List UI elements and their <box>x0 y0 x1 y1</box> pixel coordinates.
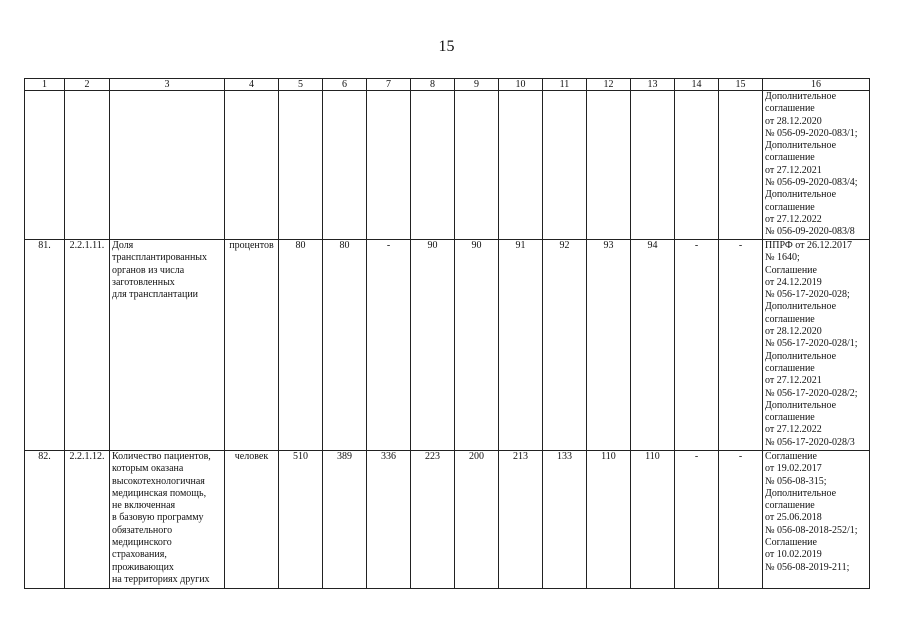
col-header-9: 9 <box>455 79 499 91</box>
value-cell: 110 <box>587 451 631 589</box>
table-row <box>25 451 870 589</box>
col-header-14: 14 <box>675 79 719 91</box>
basis-cell: Дополнительное соглашение от 28.12.2020 № 056-09-2020-083/1; Дополнительное соглашение от 27.12.2021 № 056-09-2020-083/4; Дополнительное соглашение от 27.12.2022 № 056-09-2020-083/8 <box>763 91 870 240</box>
row-code: 2.2.1.12. <box>65 451 110 589</box>
unit-cell: процентов <box>225 240 279 451</box>
unit-cell: человек <box>225 451 279 589</box>
value-cell: 92 <box>543 240 587 451</box>
col-header-10: 10 <box>499 79 543 91</box>
value-cell: 90 <box>411 240 455 451</box>
value-cell: - <box>675 240 719 451</box>
row-code: 2.2.1.11. <box>65 240 110 451</box>
value-cell: 91 <box>499 240 543 451</box>
value-cell: 213 <box>499 451 543 589</box>
table-cell <box>279 91 323 240</box>
value-cell: - <box>719 451 763 589</box>
col-header-8: 8 <box>411 79 455 91</box>
value-cell: 200 <box>455 451 499 589</box>
value-cell: - <box>367 240 411 451</box>
table-cell <box>719 91 763 240</box>
table-cell <box>65 91 110 240</box>
table-row-continuation <box>25 91 870 240</box>
col-header-5: 5 <box>279 79 323 91</box>
page-number: 15 <box>438 38 455 55</box>
table-cell <box>631 91 675 240</box>
table-row <box>25 240 870 451</box>
value-cell: 336 <box>367 451 411 589</box>
col-header-6: 6 <box>323 79 367 91</box>
value-cell: 80 <box>279 240 323 451</box>
table-cell <box>110 91 225 240</box>
value-cell: 110 <box>631 451 675 589</box>
table-cell <box>25 91 65 240</box>
value-cell: 510 <box>279 451 323 589</box>
basis-cell: ППРФ от 26.12.2017 № 1640; Соглашение от 24.12.2019 № 056-17-2020-028; Дополнительное соглашение от 28.12.2020 № 056-17-2020-028/1; Дополнительное соглашение от 27.12.2021 № 056-17-2020-028/2; Дополнительное соглашение от 27.12.2022 № 056-17-2020-028/3 <box>763 240 870 451</box>
value-cell: 223 <box>411 451 455 589</box>
table-cell <box>411 91 455 240</box>
row-number: 82. <box>25 451 65 589</box>
col-header-1: 1 <box>25 79 65 91</box>
value-cell: 93 <box>587 240 631 451</box>
table-cell <box>323 91 367 240</box>
col-header-12: 12 <box>587 79 631 91</box>
table-cell <box>675 91 719 240</box>
header-row <box>25 79 870 91</box>
value-cell: - <box>719 240 763 451</box>
indicators-table <box>24 78 870 589</box>
col-header-15: 15 <box>719 79 763 91</box>
table-cell <box>455 91 499 240</box>
value-cell: - <box>675 451 719 589</box>
table-cell <box>499 91 543 240</box>
table-cell <box>587 91 631 240</box>
indicator-name: Количество пациентов, которым оказана высокотехнологичная медицинская помощь, не включенная в базовую программу обязательного медицинского страхования, проживающих на территориях других <box>110 451 225 589</box>
col-header-2: 2 <box>65 79 110 91</box>
value-cell: 133 <box>543 451 587 589</box>
value-cell: 80 <box>323 240 367 451</box>
value-cell: 389 <box>323 451 367 589</box>
table-cell <box>543 91 587 240</box>
col-header-13: 13 <box>631 79 675 91</box>
col-header-3: 3 <box>110 79 225 91</box>
row-number: 81. <box>25 240 65 451</box>
value-cell: 90 <box>455 240 499 451</box>
table-cell <box>367 91 411 240</box>
basis-cell: Соглашение от 19.02.2017 № 056-08-315; Дополнительное соглашение от 25.06.2018 № 056-08-2018-252/1; Соглашение от 10.02.2019 № 056-08-2019-211; <box>763 451 870 589</box>
col-header-7: 7 <box>367 79 411 91</box>
col-header-4: 4 <box>225 79 279 91</box>
col-header-16: 16 <box>763 79 870 91</box>
table-cell <box>225 91 279 240</box>
col-header-11: 11 <box>543 79 587 91</box>
indicator-name: Доля трансплантированных органов из числа заготовленных для трансплантации <box>110 240 225 451</box>
value-cell: 94 <box>631 240 675 451</box>
